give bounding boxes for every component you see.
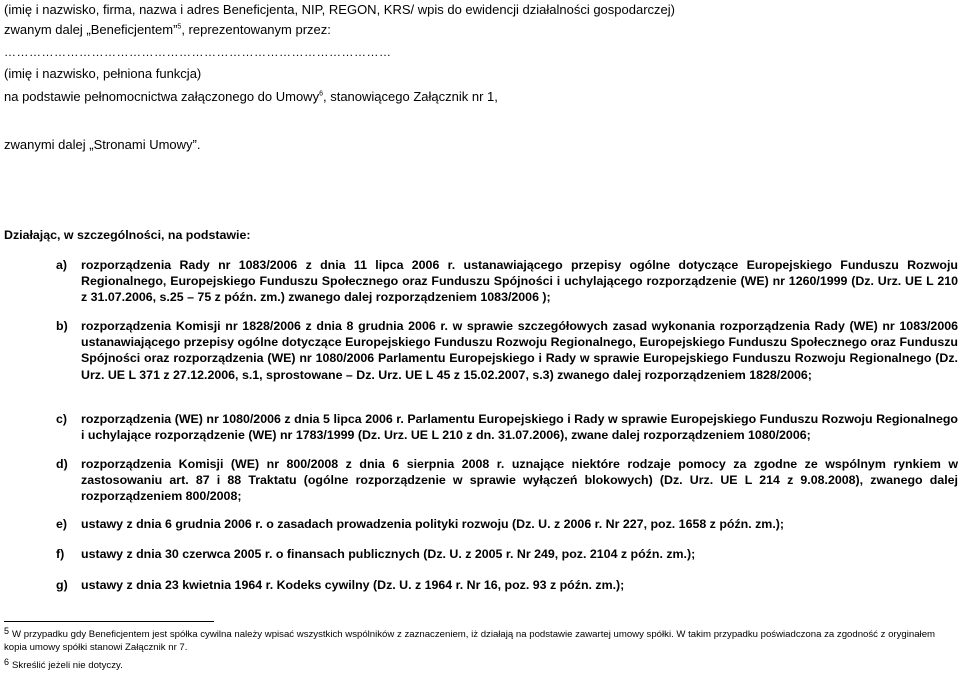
footnote-number: 6: [4, 657, 10, 667]
item-text: ustawy z dnia 6 grudnia 2006 r. o zasadach prowadzenia polityki rozwoju (Dz. U. z 2006 r. Nr 227, poz. 1658 z późn. zm.);: [81, 517, 785, 531]
power-of-attorney-line: [4, 89, 498, 105]
footnote-number: 5: [4, 626, 10, 636]
footnote-separator: [4, 621, 214, 622]
beneficiary-label-line: [4, 22, 331, 38]
item-text: rozporządzenia Komisji (WE) nr 800/2008 z dnia 6 sierpnia 2008 r. uznające niektóre rodzaje pomocy za zgodne ze wspólnym rynkiem w zastosowaniu art. 87 i 88 Traktatu (ogólne rozporządzenie w sprawie wyłączeń blokowych) (Dz. Urz. UE L 214 z 9.08.2008), zwanego dalej rozporządzeniem 800/2008;: [81, 457, 958, 504]
signature-dots-line: …………………………………………………………………………………: [4, 45, 392, 59]
item-text: ustawy z dnia 23 kwietnia 1964 r. Kodeks cywilny (Dz. U. z 1964 r. Nr 16, poz. 93 z późn. zm.);: [81, 578, 625, 592]
footnote-5: [4, 628, 959, 654]
footnote-ref-5: 5: [177, 23, 182, 31]
item-letter: a): [56, 258, 68, 272]
parties-label-line: zwanymi dalej „Stronami Umowy”.: [4, 137, 201, 152]
item-text: rozporządzenia Rady nr 1083/2006 z dnia 11 lipca 2006 r. ustanawiającego przepisy ogólne dotyczące Europejskiego Funduszu Rozwoju Regionalnego, Europejskiego Funduszu Społecznego oraz Funduszu Spójności i uchylającego rozporządzenie (WE) nr 1260/1999 (Dz. Urz. UE L 210 z 31.07.2006, s.25 – 75 z późn. zm.) zwanego dalej rozporządzeniem 1083/2006 );: [81, 258, 958, 305]
item-letter: c): [56, 412, 68, 426]
item-text: rozporządzenia (WE) nr 1080/2006 z dnia 5 lipca 2006 r. Parlamentu Europejskiego i Rady w sprawie Europejskiego Funduszu Rozwoju Regionalnego i uchylające rozporządzenie (WE) nr 1783/1999 (Dz. Urz. UE L 210 z dn. 31.07.2006), zwane dalej rozporządzeniem 1080/2006;: [81, 412, 958, 443]
item-text: ustawy z dnia 30 czerwca 2005 r. o finansach publicznych (Dz. U. z 2005 r. Nr 249, poz. 2104 z późn. zm.);: [81, 547, 696, 561]
footnote-ref-6: 6: [319, 90, 323, 98]
footnote-text: W przypadku gdy Beneficjentem jest spółka cywilna należy wpisać wszystkich wspólników z zaznaczeniem, iż działają na podstawie zawartej umowy spółki. W takim przypadku poświadczona za zgodność z oryginałem kopia umowy spółki stanowi Załącznik nr 7.: [4, 629, 936, 653]
acting-basis-heading: Działając, w szczególności, na podstawie:: [4, 228, 251, 242]
name-function-line: (imię i nazwisko, pełniona funkcja): [4, 66, 202, 81]
item-text: rozporządzenia Komisji nr 1828/2006 z dnia 8 grudnia 2006 r. w sprawie szczegółowych zasad wykonania rozporządzenia Rady (WE) nr 1083/2006 ustanawiającego przepisy ogólne dotyczące Europejskiego Funduszu Rozwoju Regionalnego, Europejskiego Funduszu Społecznego oraz Funduszu Spójności oraz rozporządzenia (WE) nr 1080/2006 Parlamentu Europejskiego i Rady w sprawie Europejskiego Funduszu Rozwoju Regionalnego (Dz. Urz. UE L 371 z 27.12.2006, s.1, sprostowane – Dz. Urz. UE L 45 z 15.02.2007, s.3) zwanego dalej rozporządzeniem 1828/2006;: [81, 319, 958, 382]
represented-by-text: , reprezentowanym przez:: [181, 22, 331, 37]
beneficiary-label-text: zwanym dalej „Beneficjentem”: [4, 22, 178, 37]
item-letter: e): [56, 517, 68, 531]
footnote-6: [4, 659, 959, 672]
item-letter: f): [56, 547, 65, 561]
beneficiary-identification-line: (imię i nazwisko, firma, nazwa i adres Beneficjenta, NIP, REGON, KRS/ wpis do ewidencji działalności gospodarczej): [4, 2, 675, 17]
footnote-text: Skreślić jeżeli nie dotyczy.: [12, 660, 123, 671]
power-of-attorney-text: na podstawie pełnomocnictwa załączonego do Umowy: [4, 89, 320, 104]
item-letter: b): [56, 319, 68, 333]
item-letter: g): [56, 578, 68, 592]
item-letter: d): [56, 457, 68, 471]
attachment-text: , stanowiącego Załącznik nr 1,: [322, 89, 498, 104]
